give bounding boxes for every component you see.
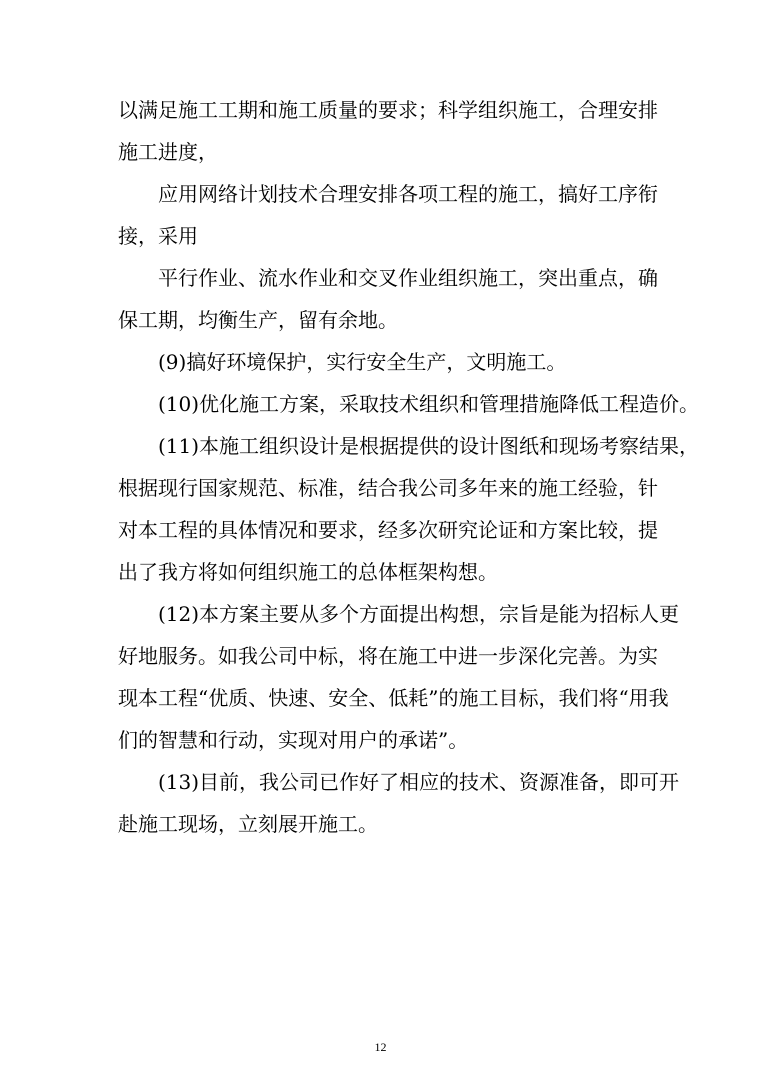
text-line: (12)本方案主要从多个方面提出构想，宗旨是能为招标人更 — [158, 602, 680, 626]
text-line: 施工进度， — [118, 140, 218, 164]
text-line: 们的智慧和行动，实现对用户的承诺”。 — [118, 728, 469, 752]
text-line: 现本工程“优质、快速、安全、低耗”的施工目标，我们将“用我 — [118, 686, 669, 710]
text-line: (11)本施工组织设计是根据提供的设计图纸和现场考察结果， — [158, 434, 700, 458]
text-line: 以满足施工工期和施工质量的要求；科学组织施工，合理安排 — [118, 98, 658, 122]
text-line: 保工期，均衡生产，留有余地。 — [118, 308, 398, 332]
page-number: 12 — [374, 1040, 387, 1054]
text-line: 对本工程的具体情况和要求，经多次研究论证和方案比较，提 — [118, 518, 658, 542]
text-line: 应用网络计划技术合理安排各项工程的施工，搞好工序衔 — [158, 182, 658, 206]
text-line: 平行作业、流水作业和交叉作业组织施工，突出重点，确 — [158, 266, 658, 290]
text-line: (9)搞好环境保护，实行安全生产，文明施工。 — [158, 350, 567, 374]
text-line: 根据现行国家规范、标准，结合我公司多年来的施工经验，针 — [118, 476, 658, 500]
text-line: 好地服务。如我公司中标，将在施工中进一步深化完善。为实 — [118, 644, 658, 668]
text-line: (13)目前，我公司已作好了相应的技术、资源准备，即可开 — [158, 770, 680, 794]
text-line: 赴施工现场，立刻展开施工。 — [118, 812, 378, 836]
text-line: (10)优化施工方案，采取技术组织和管理措施降低工程造价。 — [158, 392, 700, 416]
text-line: 出了我方将如何组织施工的总体框架构想。 — [118, 560, 498, 584]
text-line: 接，采用 — [118, 224, 198, 248]
